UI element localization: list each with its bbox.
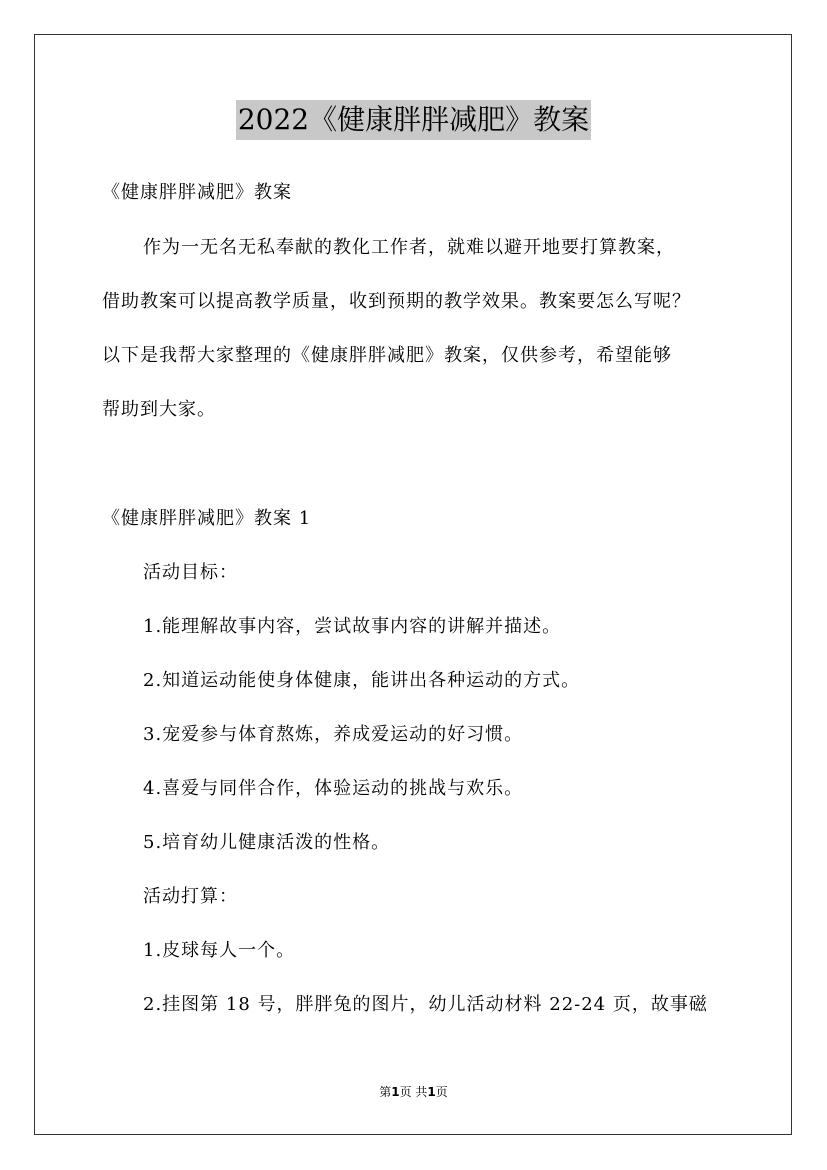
paragraph-line: 以下是我帮大家整理的《健康胖胖减肥》教案，仅供参考，希望能够 bbox=[102, 345, 672, 366]
subheading-goals: 活动目标： bbox=[143, 562, 238, 583]
list-item: 3.宠爱参与体育熬炼，养成爱运动的好习惯。 bbox=[143, 724, 524, 745]
paragraph-line: 借助教案可以提高教学质量，收到预期的教学效果。教案要怎么写呢？ bbox=[102, 291, 691, 312]
footer-page-suffix: 页 bbox=[435, 1085, 448, 1099]
section-heading-lesson-1: 《健康胖胖减肥》教案 1 bbox=[102, 508, 312, 529]
paragraph-line: 作为一无名无私奉献的教化工作者，就难以避开地要打算教案， bbox=[143, 237, 675, 258]
list-item: 1.能理解故事内容，尝试故事内容的讲解并描述。 bbox=[143, 616, 562, 637]
document-title: 2022《健康胖胖减肥》教案 bbox=[236, 100, 591, 140]
list-item: 2.知道运动能使身体健康，能讲出各种运动的方式。 bbox=[143, 670, 581, 691]
list-item: 4.喜爱与同伴合作，体验运动的挑战与欢乐。 bbox=[143, 778, 524, 799]
footer-page-mid: 页 共 bbox=[399, 1085, 428, 1099]
list-item: 1.皮球每人一个。 bbox=[143, 940, 296, 961]
page-footer bbox=[0, 1084, 827, 1100]
subheading-preparation: 活动打算： bbox=[143, 886, 238, 907]
footer-page-total: 1 bbox=[427, 1085, 436, 1099]
footer-page-current: 1 bbox=[391, 1085, 400, 1099]
list-item: 2.挂图第 18 号，胖胖兔的图片，幼儿活动材料 22-24 页，故事磁 bbox=[143, 994, 708, 1015]
title-container bbox=[0, 100, 827, 140]
footer-page-prefix: 第 bbox=[379, 1085, 392, 1099]
paragraph-line: 帮助到大家。 bbox=[102, 399, 216, 420]
list-item: 5.培育幼儿健康活泼的性格。 bbox=[143, 832, 391, 853]
section-heading-intro: 《健康胖胖减肥》教案 bbox=[102, 182, 292, 203]
